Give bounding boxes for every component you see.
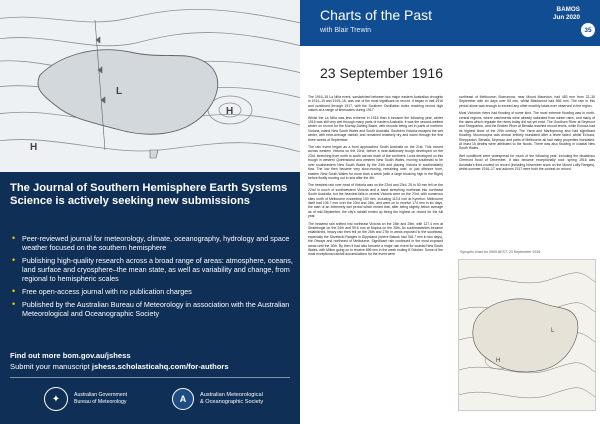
svg-text:H: H	[226, 106, 234, 117]
amos-line1: Australian Meteorological	[200, 392, 263, 398]
issue-date: Jun 2020	[553, 14, 580, 21]
chart-caption: Synoptic chart for 0900 AEST, 23 September 1916	[460, 250, 541, 254]
paragraph: The rain event began as a front approached South Australia on the 21st. This moved across western Victoria on the 22nd, before a near-stationary trough developed on the 23rd, stretching from north to south across much of the continent. Lows developed on this trough in western Queensland and western New South Wales, moving southeast to be over southeastern New South Wales by the 24th and placing Victoria in southeasterly flow. The low then became very slow-moving, remaining over, or just offshore from, eastern New South Wales for more than a week (with a large blocking high in the Bight) before finally moving out to sea after the 4th.	[308, 145, 443, 180]
page-number-badge: 35	[581, 23, 595, 37]
submit-manuscript-label: Submit your manuscript	[10, 362, 90, 371]
issue-label	[528, 6, 580, 22]
submission-link[interactable]: jshess.scholasticahq.com/for-authors	[91, 362, 229, 371]
amos-emblem-icon: A	[172, 388, 194, 410]
promo-links	[10, 350, 229, 372]
charts-of-the-past-page	[300, 0, 600, 424]
svg-text:L: L	[551, 328, 555, 334]
svg-text:H: H	[496, 358, 501, 364]
promo-bullet: • Free open-access journal with no publication charges	[10, 287, 296, 296]
synoptic-map-graphic	[0, 0, 300, 172]
paragraph: Whilst the La Niña was less extreme in 1916 than it became the following year, winter 1916 was still very wet through many parts of eastern Australia. It was the second-wettest winter on record for the Murray-Darling Basin, with records being set in parts of northern Victoria, inland New South Wales and South Australia. Southern Victoria escaped the wet winter, with near-average rainfall, and remained relatively dry and warm through the first three weeks of September.	[308, 115, 443, 142]
header-subtitle: with Blair Trewin	[320, 27, 371, 34]
coat-of-arms-icon: ✦	[44, 387, 68, 411]
gov-line2: Bureau of Meteorology	[74, 399, 127, 405]
paragraph: The 1916–18 La Niña event, sandwiched between two major eastern Australian droughts in 1914–15 and 1919–16, was one of the most significant on record. It began in mid-1916 and continued through 1917, with the Southern Oscillation Index reaching record high values at a range of timescales during 1917.	[308, 95, 443, 113]
amos-line2: & Oceanographic Society	[200, 399, 264, 405]
paragraph: The heaviest rain shifted into northeast Victoria on the 24th and 25th, with 127.4 mm at Strathbogie on the 24th and 99.6 mm at Mopha on the 25th. As southeasterlies became established, heavy rain then fell on the 26th and 27th in areas exposed to the southeast, especially the Strzelecki Ranges in Gippsland (where Balook had 318.7 mm in two days), the Otways and northeast of Melbourne. Significant rain continued in the most exposed areas until the 30th. By then it had also become a major rain event for coastal New South Wales, with Milton going on to receive 696 mm in the week ending 8 October. Some of the most exceptional rainfall accumulations for the event were	[308, 221, 444, 257]
page-header	[300, 0, 600, 46]
article-column-2	[459, 95, 595, 175]
paragraph: northeast of Melbourne; Buxrunnna, near Mount Macedon, had 483 mm from 22–30 September with six days over 50 mm, whilst Blackwood had 565 mm. The rain in this period alone was enough to exceed any other monthly totals ever observed in the region.	[459, 95, 595, 108]
synoptic-chart-image	[458, 250, 596, 411]
paragraph: Most Victorian rivers had flooding of some kind. The most extreme flooding was in north-central regions, where catchments were already saturated from winter rains, and many of the dams which regulate the rivers today did not yet exist. The Goulburn River at Seymour and Shepparton, and the Broken River at Benalla reached record levels, while Echuca had its highest flood of the 20th century. The Yarra and Maribyrnong also had significant flooding. Moorooopna was almost entirely inundated after a levee failed, whilst Echuca, Shepparton, Benalla, Seymour and parts of Melbourne all had many properties inundated. At least 15 deaths were attributed to the floods. There was also flooding in coastal New South Wales.	[459, 111, 595, 151]
promo-bullet-list	[10, 234, 296, 322]
footer-divider	[10, 377, 290, 378]
find-out-more-line	[10, 350, 229, 361]
promo-bullet: • Published by the Australian Bureau of Meteorology in association with the Australian Meteorological and Oceanographic Society	[10, 300, 296, 318]
promo-bullet: • Publishing high-quality research across a broad range of areas: atmosphere, oceans, land surface and cryosphere–the mean state, as well as variability and change, from regional to hemispheric scales	[10, 256, 296, 283]
weather-map-image	[0, 0, 300, 172]
paragraph: Wet conditions were widespread for much of the following year, including the disastrous Clermont flood of December. It also became exceptionally cool: spring 1916 was Australia's third-coolest on record (including November snow on the Mount Lofty Ranges), whilst summer 1916–17 and autumn 1917 were both the coolest on record.	[459, 153, 595, 172]
article-date-title: 23 September 1916	[320, 65, 443, 81]
gov-line1: Australian Government	[74, 392, 128, 398]
article-column-1	[308, 95, 443, 260]
svg-text:L: L	[116, 86, 123, 97]
jshess-info-link[interactable]: bom.gov.au/jshess	[62, 351, 131, 360]
submit-manuscript-line	[10, 361, 229, 372]
paragraph: The heaviest rain over most of Victoria was on the 22nd and 23rd. 25 to 50 mm fell on the 22nd in much of southwestern Victoria and a band stretching northeast into northeast South Australia, but the heaviest falls in central Victoria were on the 23rd, with numerous sites north of Melbourne exceeding 100 mm, including 113.4 mm at Kyneton. Melbourne itself had 106.7 mm over the 23rd and 24th, and went on to receive 174 mm in six days, the start of an extremely wet period which meant that, after being slightly below average as of mid-September, the city's rainfall ended up being the highest on record for the full year.	[308, 183, 443, 219]
svg-text:H: H	[30, 142, 38, 153]
promo-bullet: • Peer-reviewed journal for meteorology, climate, oceanography, hydrology and space weather focused on the southern hemisphere	[10, 234, 296, 252]
header-title: Charts of the Past	[320, 7, 433, 23]
historical-chart-graphic	[459, 260, 595, 410]
amos-logo	[172, 388, 263, 410]
find-out-more-label: Find out more	[10, 351, 61, 360]
australian-government-logo	[44, 387, 127, 411]
promo-title: The Journal of Southern Hemisphere Earth Systems Science is actively seeking new submissions	[10, 182, 288, 207]
bamos-label: BAMOS	[556, 6, 580, 13]
